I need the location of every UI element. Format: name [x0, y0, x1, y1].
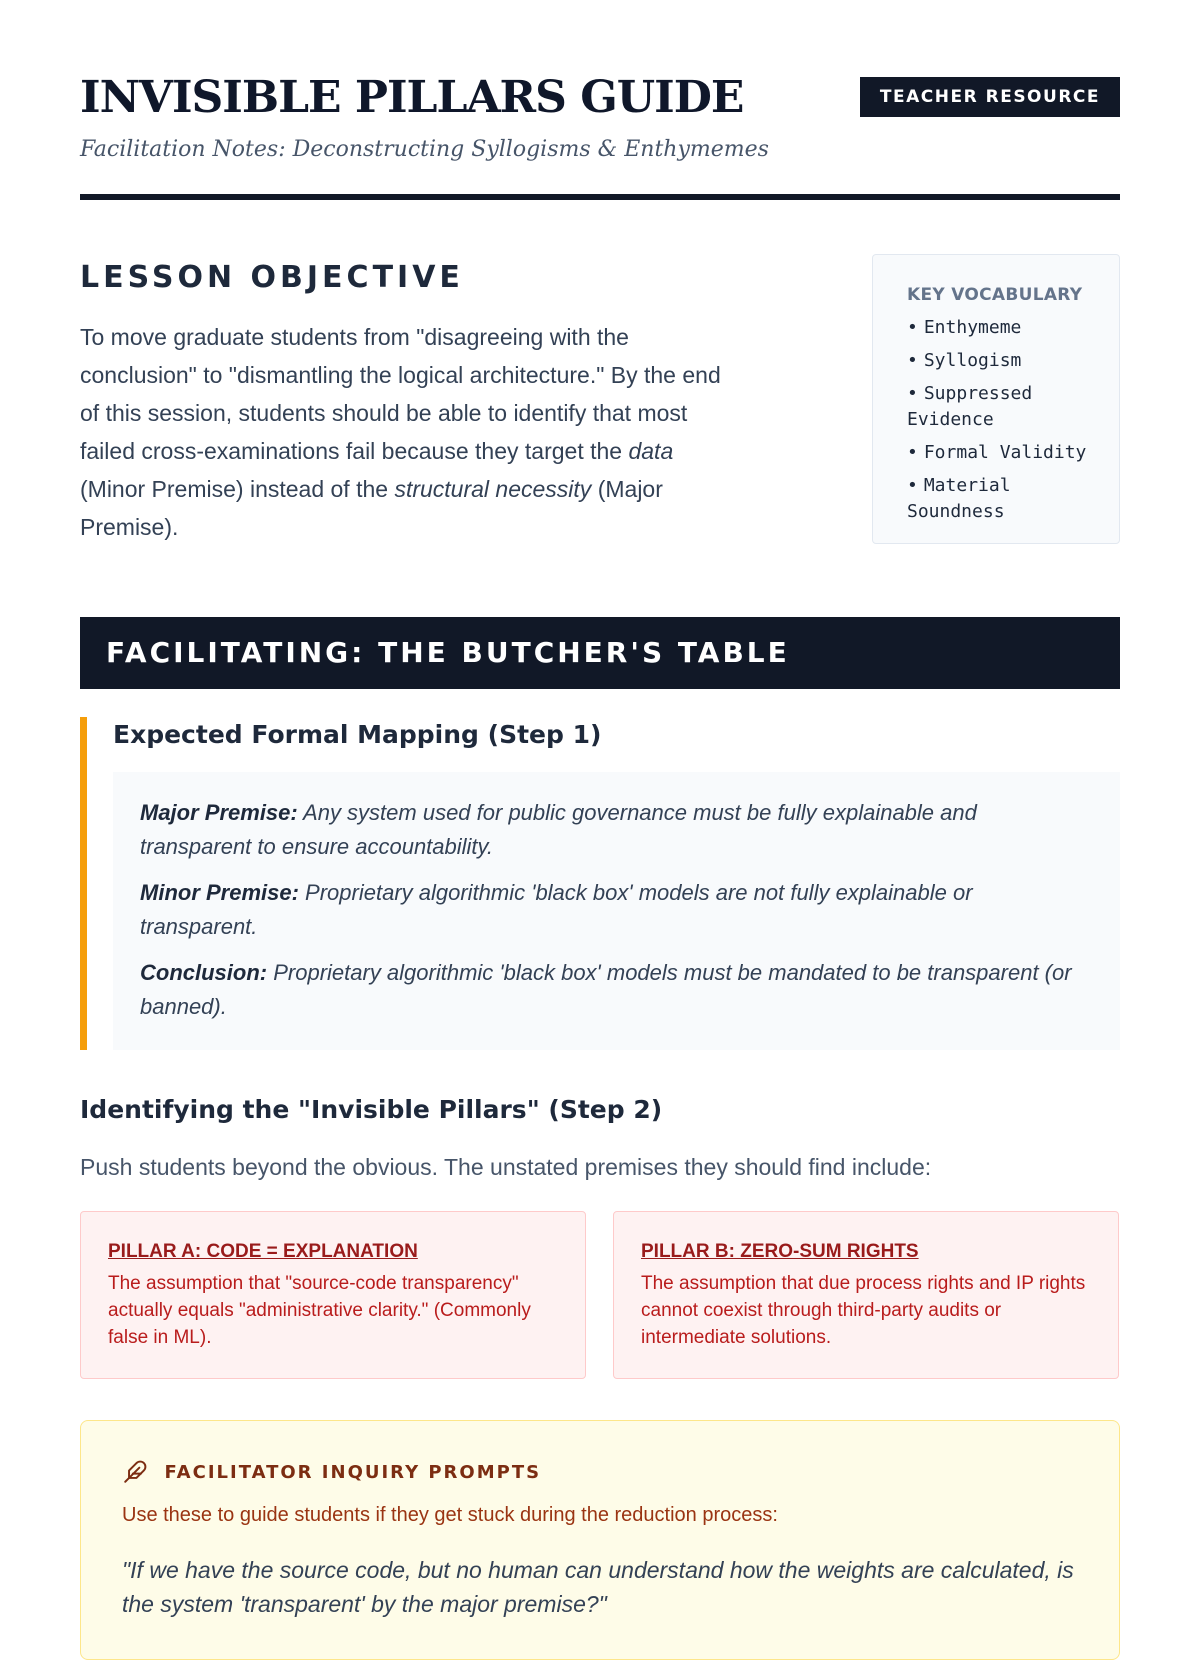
vocab-item: [907, 315, 1117, 341]
document-header: [80, 0, 1120, 200]
accent-bar: [80, 717, 87, 1050]
teacher-resource-badge: TEACHER RESOURCE: [860, 77, 1120, 117]
premise-text: Proprietary algorithmic 'black box' models must be mandated to be transparent (or banned).: [140, 960, 1072, 1019]
section-header-bar: [80, 617, 1120, 689]
objective-text-part3: (Major Premise).: [80, 476, 663, 540]
lesson-objective-text: [80, 318, 740, 546]
premise-term: Minor Premise:: [140, 880, 299, 905]
vocab-term: Syllogism: [923, 350, 1022, 371]
document-subtitle: Facilitation Notes: Deconstructing Syllogisms & Enthymemes: [80, 137, 769, 162]
vocab-bullet: •: [907, 442, 918, 463]
step1-heading: Expected Formal Mapping (Step 1): [113, 720, 602, 749]
prompts-intro: Use these to guide students if they get stuck during the reduction process:: [122, 1504, 778, 1526]
premise-text: Proprietary algorithmic 'black box' models are not fully explainable or transparent.: [140, 880, 973, 939]
objective-emphasis-data: data: [628, 438, 674, 464]
objective-text-part1: To move graduate students from "disagreeing with the conclusion" to "dismantling the logical architecture." By the end of this session, students should be able to identify that most failed cross-examinations fail because they target the: [80, 324, 721, 464]
vocab-bullet: •: [907, 350, 918, 371]
vocab-term: Enthymeme: [923, 317, 1022, 338]
inquiry-prompt-quote: "If we have the source code, but no human can understand how the weights are calculated, is the system 'transparent' by the major premise?": [122, 1557, 1074, 1617]
lesson-objective-heading: LESSON OBJECTIVE: [80, 260, 464, 295]
pillar-b-title: PILLAR B: ZERO-SUM RIGHTS: [641, 1241, 919, 1262]
key-vocabulary-list: [907, 315, 1119, 525]
pillar-b-text: The assumption that due process rights and IP rights cannot coexist through third-party audits or intermediate solutions.: [641, 1273, 1086, 1348]
premise-term: Conclusion:: [140, 960, 268, 985]
step2-intro: Push students beyond the obvious. The unstated premises they should find include:: [80, 1154, 932, 1180]
pillar-a-text: The assumption that "source-code transparency" actually equals "administrative clarity." (Commonly false in ML).: [108, 1273, 531, 1348]
objective-text-part2: (Minor Premise) instead of the: [80, 476, 395, 502]
vocab-item: [907, 348, 1117, 374]
vocab-term: Suppressed Evidence: [907, 383, 1033, 430]
lesson-objective-section: [80, 200, 1120, 560]
vocab-item: [907, 440, 1117, 466]
vocab-term: Material Soundness: [907, 475, 1011, 522]
vocab-term: Formal Validity: [923, 442, 1087, 463]
premise-text: Any system used for public governance must be fully explainable and transparent to ensure accountability.: [140, 800, 977, 859]
key-vocabulary-box: [872, 254, 1120, 544]
objective-emphasis-structural: structural necessity: [394, 476, 592, 502]
vocab-item: [907, 381, 1117, 433]
prompts-title: FACILITATOR INQUIRY PROMPTS: [164, 1461, 542, 1483]
step2-heading: Identifying the "Invisible Pillars" (Step 2): [80, 1095, 663, 1124]
pillar-a-title: PILLAR A: CODE = EXPLANATION: [108, 1241, 418, 1262]
section-title: FACILITATING: THE BUTCHER'S TABLE: [106, 636, 790, 669]
major-premise: [140, 796, 1090, 864]
document-title: INVISIBLE PILLARS GUIDE: [80, 72, 744, 123]
pillar-b-card: [613, 1211, 1119, 1379]
prompts-title-row: [122, 1459, 1079, 1489]
vocab-bullet: •: [907, 475, 918, 496]
vocab-bullet: •: [907, 383, 918, 404]
premise-term: Major Premise:: [140, 800, 298, 825]
step1-mapping-section: [80, 717, 1120, 1050]
conclusion: [140, 956, 1090, 1024]
formal-mapping-box: [113, 772, 1120, 1050]
facilitator-prompts-box: [80, 1420, 1120, 1660]
minor-premise: [140, 876, 1090, 944]
pillar-a-card: [80, 1211, 586, 1379]
feather-pen-icon: [122, 1459, 148, 1485]
vocab-bullet: •: [907, 317, 918, 338]
vocab-item: [907, 473, 1117, 525]
key-vocabulary-title: KEY VOCABULARY: [907, 285, 1083, 305]
document-page: [80, 0, 1120, 1617]
